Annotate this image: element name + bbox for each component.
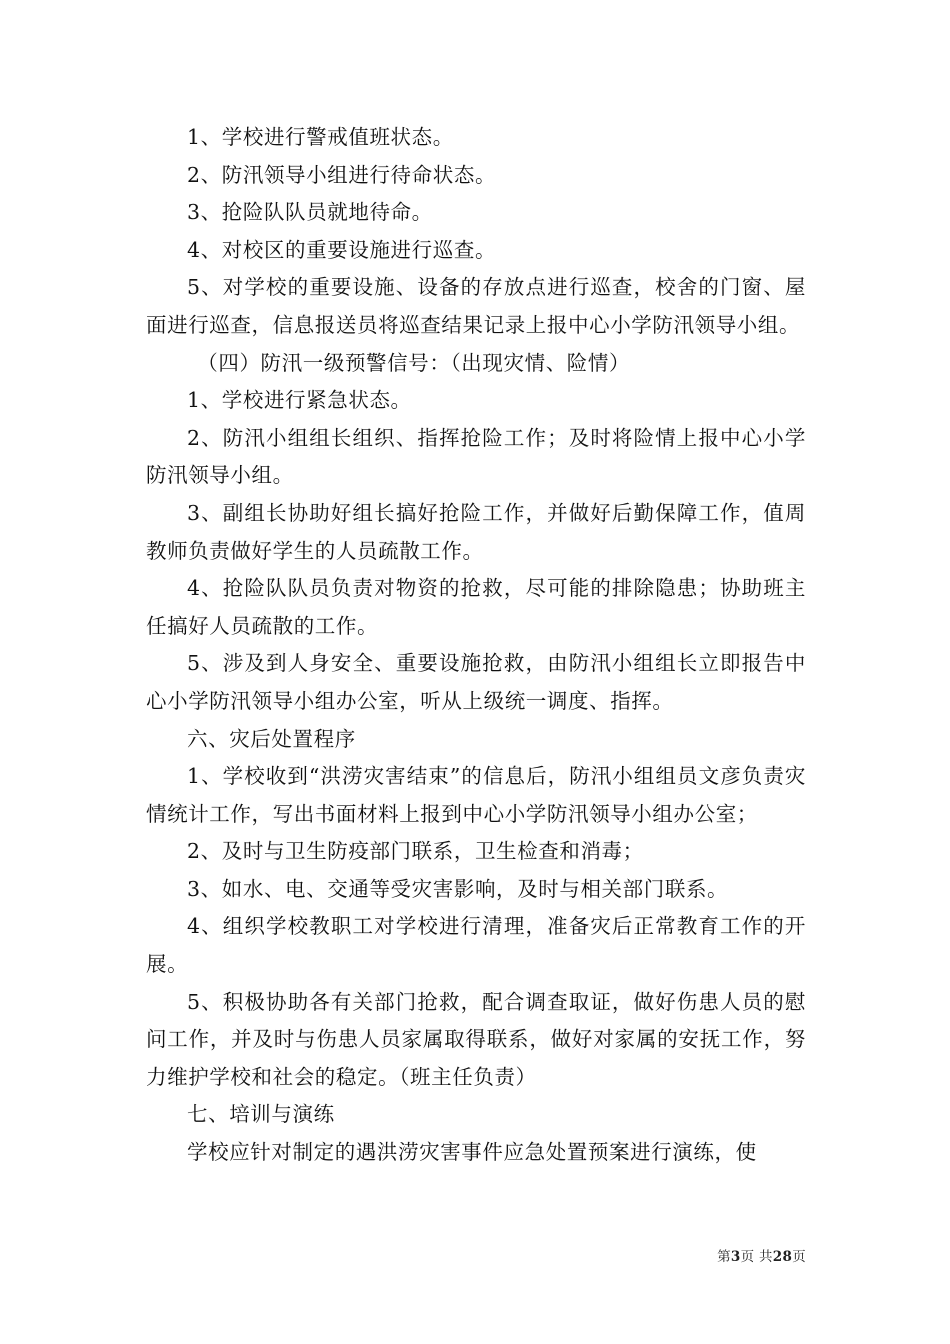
paragraph-10: 4、抢险队队员负责对物资的抢救，尽可能的排除隐患；协助班主任搞好人员疏散的工作。 (146, 576, 806, 638)
paragraph-5: 5、对学校的重要设施、设备的存放点进行巡查，校舍的门窗、屋面进行巡查，信息报送员将巡查结果记录上报中心小学防汛领导小组。 (146, 275, 806, 337)
paragraph-2: 2、防汛领导小组进行待命状态。 (187, 162, 497, 187)
paragraph-15: 3、如水、电、交通等受灾害影响，及时与相关部门联系。 (187, 876, 729, 901)
paragraph-3: 3、抢险队队员就地待命。 (187, 200, 433, 225)
paragraph-8: 2、防汛小组组长组织、指挥抢险工作；及时将险情上报中心小学防汛领导小组。 (146, 425, 806, 488)
paragraph-16: 4、组织学校教职工对学校进行清理，准备灾后正常教育工作的开展。 (146, 914, 806, 977)
section-heading-level-one-warning: （四）防汛一级预警信号：（出现灾情、险情） (197, 350, 631, 375)
paragraph-19: 学校应针对制定的遇洪涝灾害事件应急处置预案进行演练，使 (187, 1140, 757, 1165)
footer-suffix: 页 (792, 1249, 806, 1265)
paragraph-9: 3、副组长协助好组长搞好抢险工作，并做好后勤保障工作，值周教师负责做好学生的人员疏散工作。 (146, 500, 806, 563)
paragraph-1: 1、学校进行警戒值班状态。 (187, 125, 454, 149)
paragraph-4: 4、对校区的重要设施进行巡查。 (187, 237, 497, 262)
footer-prefix: 第 (717, 1249, 731, 1265)
paragraph-13: 1、学校收到“洪涝灾害结束”的信息后，防汛小组组员文彦负责灾情统计工作，写出书面材料上报到中心小学防汛领导小组办公室； (146, 764, 806, 826)
section-heading-post-disaster: 六、灾后处置程序 (187, 726, 356, 751)
footer-total-pages: 28 (772, 1249, 793, 1265)
section-heading-training: 七、培训与演练 (187, 1102, 335, 1127)
footer-middle: 页 共 (740, 1249, 773, 1265)
paragraph-14: 2、及时与卫生防疫部门联系，卫生检查和消毒； (187, 839, 644, 864)
paragraph-7: 1、学校进行紧急状态。 (187, 388, 412, 413)
footer-current-page: 3 (730, 1249, 741, 1265)
page-number-footer (680, 1245, 806, 1265)
paragraph-11: 5、涉及到人身安全、重要设施抢救，由防汛小组组长立即报告中心小学防汛领导小组办公室，听从上级统一调度、指挥。 (146, 651, 806, 713)
document-body (146, 119, 806, 1172)
paragraph-17: 5、积极协助各有关部门抢救，配合调查取证，做好伤患人员的慰问工作，并及时与伤患人员家属取得联系，做好对家属的安抚工作，努力维护学校和社会的稳定。（班主任负责） (146, 989, 806, 1089)
